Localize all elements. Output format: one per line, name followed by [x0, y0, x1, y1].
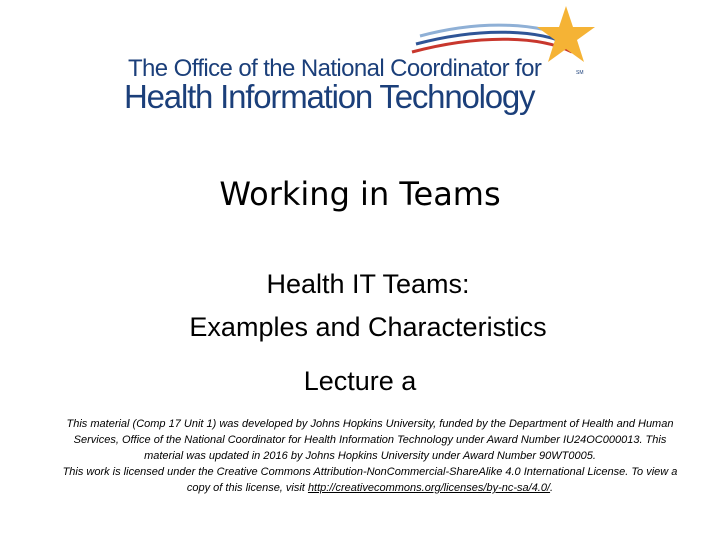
logo-line2: Health Information Technology [124, 78, 535, 115]
license-text: This work is licensed under the Creative Commons Attribution-NonCommercial-ShareAlike 4.0 International License. To view a copy of this license, visit [62, 466, 678, 494]
subtitle-line1: Health IT Teams: [266, 269, 470, 299]
lecture-label: Lecture a [303, 366, 417, 396]
credits-paragraph-1: This material (Comp 17 Unit 1) was developed by Johns Hopkins University, funded by the Department of Health and Human Services, Office of the National Coordinator for Health Information Technology under Award Number IU24OC000013. This material was updated in 2016 by Johns Hopkins University under Award Number 90WT0005. [66, 418, 674, 462]
onc-logo [120, 0, 600, 125]
service-mark: SM [576, 70, 584, 76]
subtitle-line2: Examples and Characteristics [189, 312, 547, 342]
credits-paragraph-2 [60, 464, 680, 496]
logo-line1: The Office of the National Coordinator for [128, 55, 542, 82]
credits-block [60, 416, 680, 496]
license-link[interactable]: http://creativecommons.org/licenses/by-nc-sa/4.0/ [307, 482, 551, 494]
license-period: . [550, 482, 554, 494]
slide-title: Working in Teams [219, 175, 501, 213]
